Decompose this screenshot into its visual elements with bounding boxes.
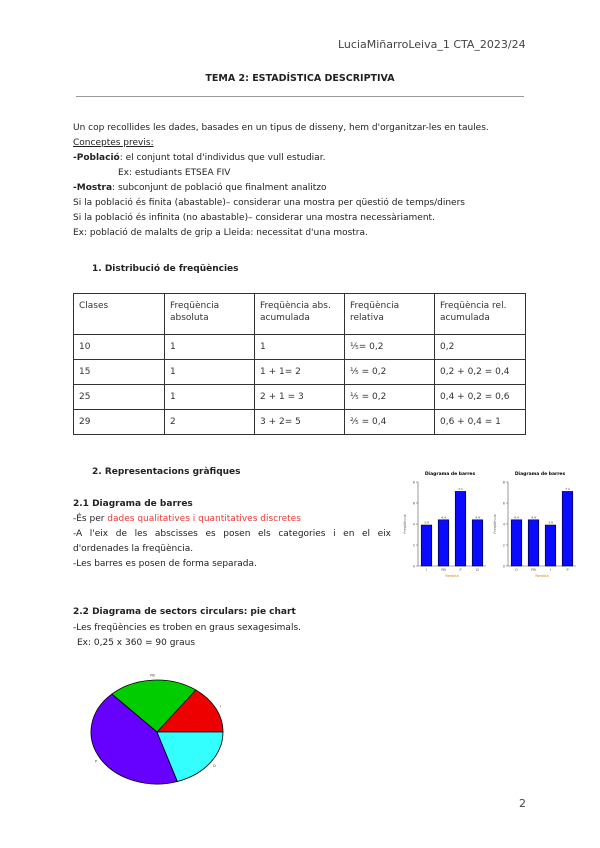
bar-chart-1 xyxy=(400,466,492,582)
table-cell: 0,4 + 0,2 = 0,6 xyxy=(435,385,526,410)
table-cell: 2 xyxy=(165,410,255,435)
bar-value-label: 4.4 xyxy=(475,515,480,520)
sub21-line1 xyxy=(73,512,301,527)
header-author-course: LuciaMiñarroLeiva_1 CTA_2023/24 xyxy=(338,38,526,51)
table-row xyxy=(74,360,526,385)
pie-label: PB xyxy=(150,673,155,678)
x-tick-label: D xyxy=(476,568,479,572)
section1-heading: 1. Distribució de freqüències xyxy=(92,264,239,274)
y-tick-label: 0 xyxy=(412,564,415,569)
table-cell: ⅕ = 0,2 xyxy=(345,385,435,410)
x-tick-label: P xyxy=(459,568,462,572)
table-cell: 15 xyxy=(74,360,165,385)
table-row xyxy=(74,410,526,435)
pie-label: D xyxy=(213,764,216,769)
poblacio-example: Ex: estudiants ETSEA FIV xyxy=(118,168,231,178)
mostra-def: : subconjunt de població que finalment analitzo xyxy=(112,183,327,193)
poblacio-def: : el conjunt total d'individus que vull estudiar. xyxy=(119,153,326,163)
col-header: Freqüència rel. acumulada xyxy=(435,294,526,335)
mostra-term: -Mostra xyxy=(73,183,113,193)
page-number: 2 xyxy=(519,797,526,810)
table-cell: 0,2 + 0,2 = 0,4 xyxy=(435,360,526,385)
sub21-heading: 2.1 Diagrama de barres xyxy=(73,499,193,509)
sub22-line2: Ex: 0,25 x 360 = 90 graus xyxy=(77,638,196,648)
table-cell: 0,2 xyxy=(435,335,526,360)
bar xyxy=(455,491,466,566)
bar xyxy=(472,520,483,566)
pie-chart xyxy=(82,672,232,788)
table-cell: 1 xyxy=(255,335,345,360)
concepts-heading: Conceptes previs: xyxy=(73,138,154,148)
table-cell: 29 xyxy=(74,410,165,435)
sub21-line2: -A l'eix de les abscisses es posen els categories i en el eix d'ordenades la freqüència. xyxy=(73,529,391,554)
bar xyxy=(528,520,539,566)
finite-note: Si la població és finita (abastable)– considerar una mostra per qüestió de temps/diners xyxy=(73,198,465,208)
col-header: Freqüència relativa xyxy=(345,294,435,335)
bar-value-label: 4.4 xyxy=(531,515,536,520)
y-tick-label: 2 xyxy=(412,543,415,548)
sub21-line1-prefix: -És per xyxy=(73,514,108,524)
infinite-note: Si la població és infinita (no abastable)– considerar una mostra necessàriament. xyxy=(73,213,435,223)
x-axis-label: Familia xyxy=(535,573,549,578)
title-divider xyxy=(76,96,524,97)
bar xyxy=(562,491,573,566)
table-cell: ⅕ = 0,2 xyxy=(345,360,435,385)
x-tick-label: O xyxy=(515,568,518,572)
table-cell: 1 + 1= 2 xyxy=(255,360,345,385)
bar-value-label: 3.9 xyxy=(548,520,553,525)
y-tick-label: 6 xyxy=(502,501,505,506)
table-row xyxy=(74,385,526,410)
y-axis-label: Freqüència xyxy=(493,514,497,534)
x-tick-label: P xyxy=(566,568,569,572)
bar-chart-2 xyxy=(490,466,582,582)
y-tick-label: 4 xyxy=(502,522,505,527)
table-header-row xyxy=(74,294,526,335)
pie-label: I xyxy=(219,704,221,709)
sub21-line1-highlight: dades qualitatives i quantitatives discretes xyxy=(107,514,301,524)
bar-value-label: 4.4 xyxy=(441,515,446,520)
bar-value-label: 7.1 xyxy=(565,486,570,491)
table-cell: 25 xyxy=(74,385,165,410)
x-tick-label: I xyxy=(549,568,552,572)
poblacio-term: -Població xyxy=(73,153,120,163)
x-tick-label: I xyxy=(425,568,428,572)
y-tick-label: 4 xyxy=(412,522,415,527)
col-header: Freqüència abs. acumulada xyxy=(255,294,345,335)
sub22-heading: 2.2 Diagrama de sectors circulars: pie chart xyxy=(73,607,296,617)
bar-value-label: 3.9 xyxy=(424,520,429,525)
pie-label: P xyxy=(94,759,97,764)
bar-value-label: 4.4 xyxy=(514,515,519,520)
bar xyxy=(511,520,522,566)
x-tick-label: PB xyxy=(441,568,446,572)
x-tick-label: PB xyxy=(531,568,536,572)
col-header: Clases xyxy=(74,294,165,335)
table-cell: 1 xyxy=(165,360,255,385)
table-cell: 0,6 + 0,4 = 1 xyxy=(435,410,526,435)
y-tick-label: 6 xyxy=(412,501,415,506)
chart-title: Diagrama de barres xyxy=(424,472,476,477)
table-cell: ⅕= 0,2 xyxy=(345,335,435,360)
x-axis-label: Familia xyxy=(445,573,459,578)
page-title: TEMA 2: ESTADÍSTICA DESCRIPTIVA xyxy=(205,73,395,84)
bar xyxy=(545,525,556,566)
section2-heading: 2. Representacions gràfiques xyxy=(92,467,241,477)
table-cell: 10 xyxy=(74,335,165,360)
sub21-line3: -Les barres es posen de forma separada. xyxy=(73,559,257,569)
table-cell: 1 xyxy=(165,385,255,410)
y-axis-label: Freqüència xyxy=(403,514,407,534)
bar xyxy=(438,520,449,566)
table-cell: 1 xyxy=(165,335,255,360)
y-tick-label: 8 xyxy=(412,480,415,485)
frequency-table xyxy=(73,293,526,435)
table-row xyxy=(74,335,526,360)
y-tick-label: 8 xyxy=(502,480,505,485)
example-note: Ex: població de malalts de grip a Lleida: necessitat d'una mostra. xyxy=(73,228,368,238)
table-cell: 3 + 2= 5 xyxy=(255,410,345,435)
bar xyxy=(421,525,432,566)
poblacio-definition xyxy=(73,151,325,166)
intro-line: Un cop recollides les dades, basades en un tipus de disseny, hem d'organitzar-les en taules. xyxy=(73,123,489,133)
table-cell: 2 + 1 = 3 xyxy=(255,385,345,410)
chart-title: Diagrama de barres xyxy=(514,472,566,477)
y-tick-label: 0 xyxy=(502,564,505,569)
bar-value-label: 7.1 xyxy=(458,486,463,491)
col-header: Freqüència absoluta xyxy=(165,294,255,335)
sub22-line1: -Les freqüències es troben en graus sexagesimals. xyxy=(73,623,301,633)
table-cell: ⅖ = 0,4 xyxy=(345,410,435,435)
mostra-definition xyxy=(73,181,326,196)
y-tick-label: 2 xyxy=(502,543,505,548)
